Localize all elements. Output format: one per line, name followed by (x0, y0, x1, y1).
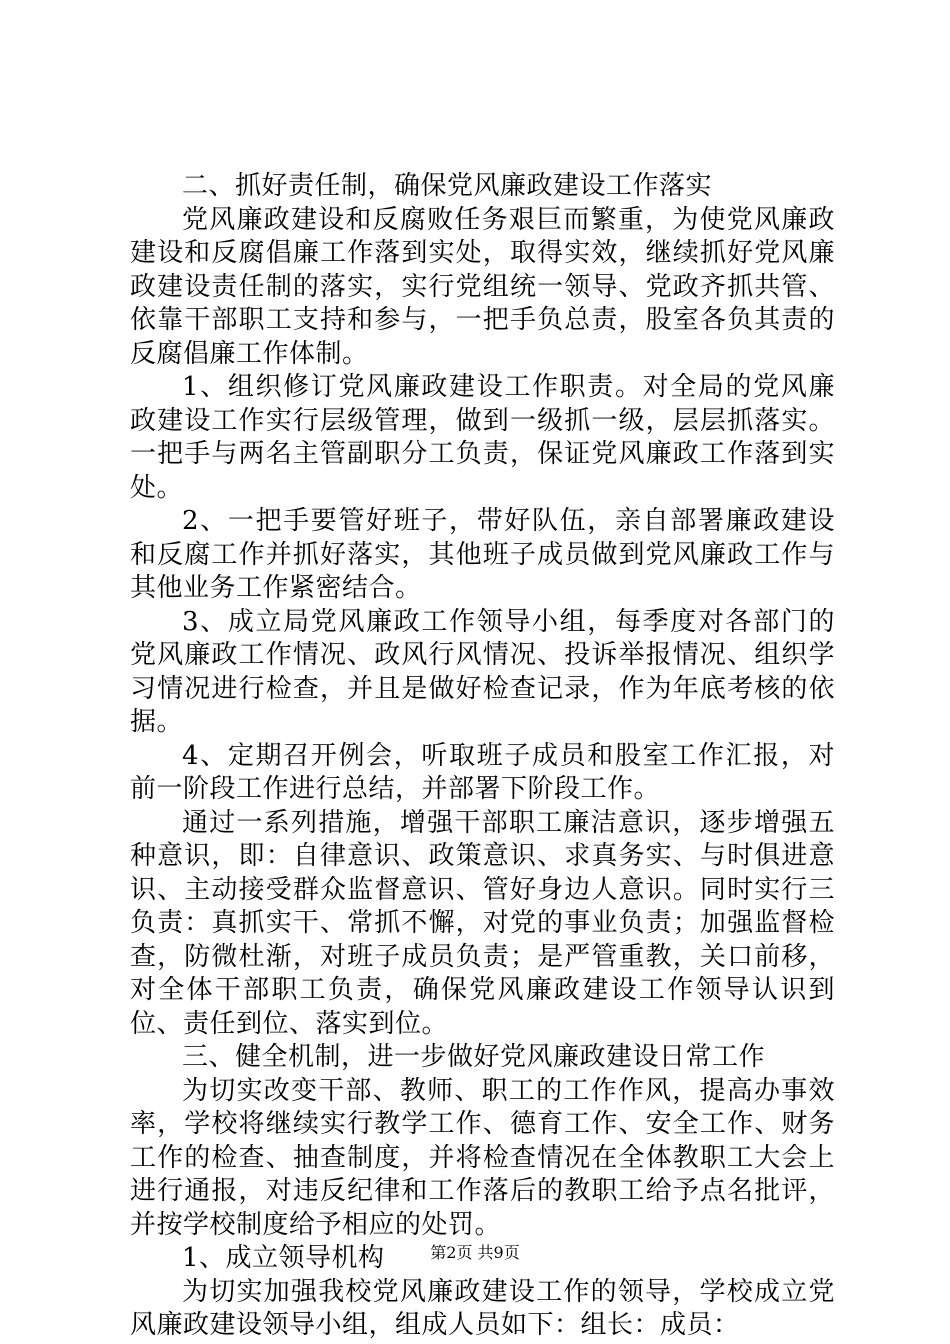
paragraph-item-2: 2、一把手要管好班子，带好队伍，亲自部署廉政建设和反腐工作并抓好落实，其他班子成员做到党风廉政工作与其他业务工作紧密结合。 (130, 506, 835, 603)
document-body (130, 170, 835, 1343)
paragraph-responsibility-system: 党风廉政建设和反腐败任务艰巨而繁重，为使党风廉政建设和反腐倡廉工作落到实处，取得实效，继续抓好党风廉政建设责任制的落实，实行党组统一领导、党政齐抓共管、依靠干部职工支持和参与，一把手负总责，股室各负其责的反腐倡廉工作体制。 (130, 204, 835, 369)
paragraph-item-4: 4、定期召开例会，听取班子成员和股室工作汇报，对前一阶段工作进行总结，并部署下阶段工作。 (130, 740, 835, 804)
paragraph-leadership-group: 为切实加强我校党风廉政建设工作的领导，学校成立党风廉政建设领导小组，组成人员如下：组长：成员： (130, 1276, 835, 1340)
subheading-leadership: 1、成立领导机构 (182, 1243, 385, 1273)
paragraph-item-3: 3、成立局党风廉政工作领导小组，每季度对各部门的党风廉政工作情况、政风行风情况、投诉举报情况、组织学习情况进行检查，并且是做好检查记录，作为年底考核的依据。 (130, 606, 835, 737)
paragraph-work-style: 为切实改变干部、教师、职工的工作作风，提高办事效率，学校将继续实行教学工作、德育工作、安全工作、财务工作的检查、抽查制度，并将检查情况在全体教职工大会上进行通报，对违反纪律和工作落后的教职工给予点名批评，并按学校制度给予相应的处罚。 (130, 1075, 835, 1240)
page-number-footer: 第2页 共9页 (430, 1243, 520, 1262)
paragraph-item-1: 1、组织修订党风廉政建设工作职责。对全局的党风廉政建设工作实行层级管理，做到一级抓一级，层层抓落实。一把手与两名主管副职分工负责，保证党风廉政工作落到实处。 (130, 372, 835, 503)
paragraph-measures: 通过一系列措施，增强干部职工廉洁意识，逐步增强五种意识，即：自律意识、政策意识、求真务实、与时俱进意识、主动接受群众监督意识、管好身边人意识。同时实行三负责：真抓实干、常抓不懈，对党的事业负责；加强监督检查，防微杜渐，对班子成员负责；是严管重教，关口前移，对全体干部职工负责，确保党风廉政建设工作领导认识到位、责任到位、落实到位。 (130, 807, 835, 1039)
section-heading-two: 二、抓好责任制，确保党风廉政建设工作落实 (182, 171, 713, 201)
section-heading-three: 三、健全机制，进一步做好党风廉政建设日常工作 (182, 1042, 766, 1072)
